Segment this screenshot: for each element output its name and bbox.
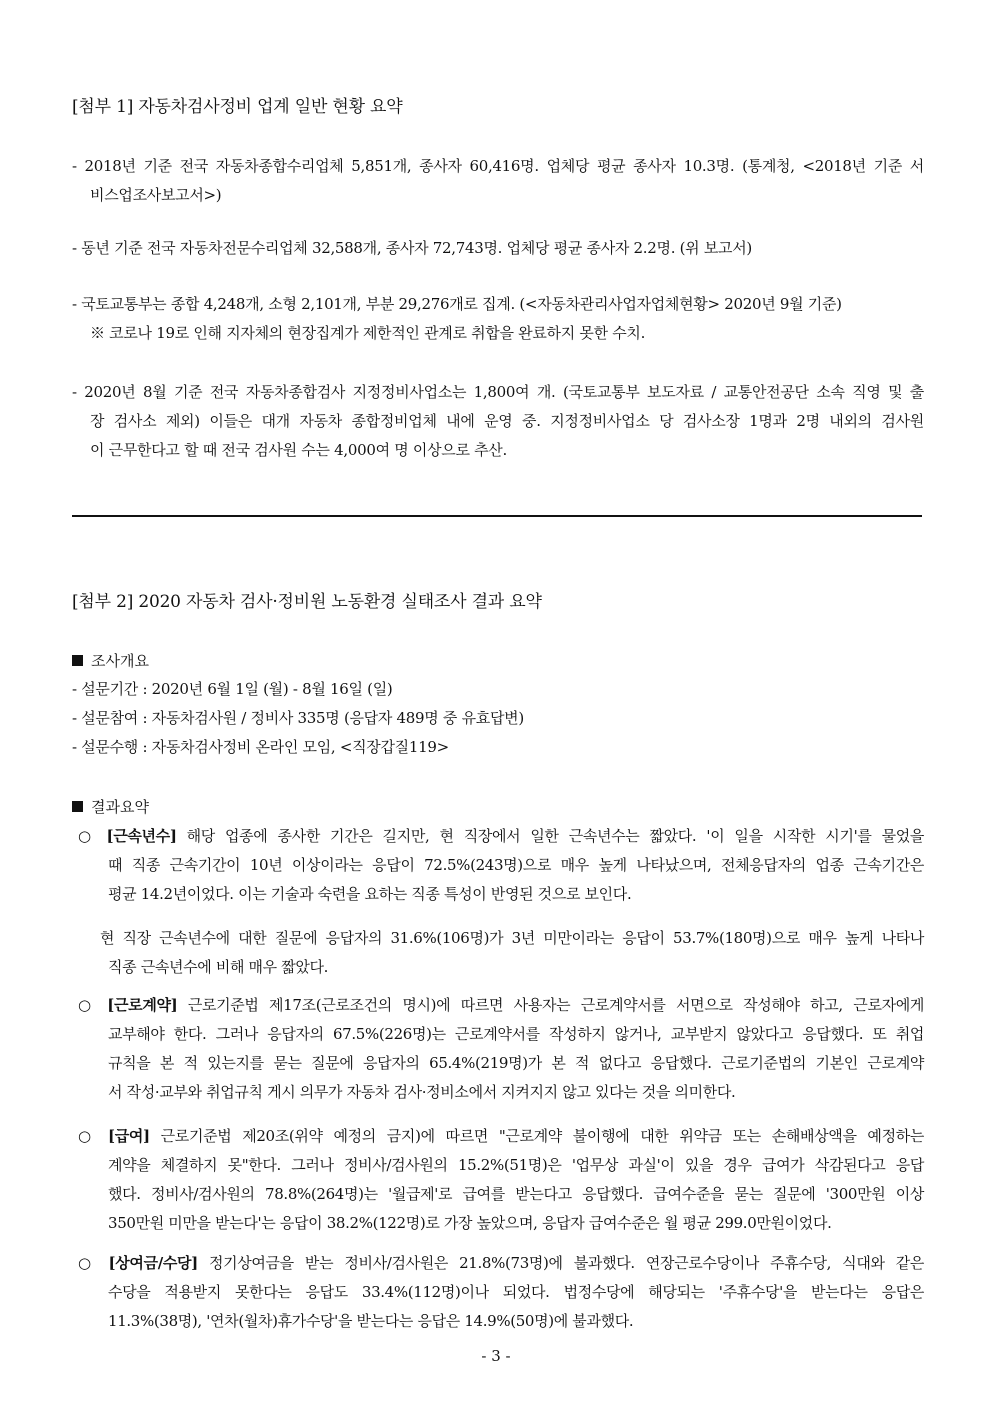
attachment-2-title: [첨부 2] 2020 자동차 검사·정비원 노동환경 실태조사 결과 요약: [72, 592, 542, 612]
text-line: 수당을 적용받지 못한다는 응답도 33.4%(112명)이나 되었다. 법정수당에 해당되는 '주휴수당'을 받는다는 응답은: [108, 1283, 924, 1301]
result-heading: [72, 796, 149, 817]
page-number: - 3 -: [481, 1347, 511, 1365]
result-tenure: [78, 822, 924, 909]
circle-bullet-icon: ○: [78, 996, 97, 1014]
text-line: 계약을 체결하지 못"한다. 그러나 정비사/검사원의 15.2%(51명)은 '업무상 과실'이 있을 경우 급여가 삭감된다고 응답: [108, 1156, 924, 1174]
overview-item: - 설문참여 : 자동차검사원 / 정비사 335명 (응답자 489명 중 유효답변): [72, 709, 524, 727]
text-line: 때 직종 근속기간이 10년 이상이라는 응답이 72.5%(243명)으로 매우 높게 나타났으며, 전체응답자의 업종 근속기간은: [108, 856, 924, 874]
text-line: - 2018년 기준 전국 자동차종합수리업체 5,851개, 종사자 60,416명. 업체당 평균 종사자 10.3명. (통계청, <2018년 기준 서: [72, 157, 924, 175]
text-line: 직종 근속년수에 비해 매우 짧았다.: [108, 958, 329, 976]
result-tag: [급여]: [108, 1127, 150, 1145]
square-bullet-icon: [72, 801, 83, 812]
overview-item: - 설문수행 : 자동차검사정비 온라인 모임, <직장갑질119>: [72, 738, 449, 756]
result-tag: [근로계약]: [107, 996, 178, 1014]
circle-bullet-icon: ○: [78, 827, 97, 845]
overview-list: [72, 675, 924, 762]
text-line: 규칙을 본 적 있는지를 묻는 질문에 응답자의 65.4%(219명)가 본 적 없다고 응답했다. 근로기준법의 기본인 근로계약: [108, 1054, 924, 1072]
overview-item: - 설문기간 : 2020년 6월 1일 (월) - 8월 16일 (일): [72, 680, 393, 698]
result-bonus: [78, 1249, 924, 1336]
text-line: - 동년 기준 전국 자동차전문수리업체 32,588개, 종사자 72,743명. 업체당 평균 종사자 2.2명. (위 보고서): [72, 239, 752, 257]
result-tag: [상여금/수당]: [108, 1254, 198, 1272]
text-line: - 2020년 8월 기준 전국 자동차종합검사 지정정비사업소는 1,800여 개. (국토교통부 보도자료 / 교통안전공단 소속 직영 및 출: [72, 383, 924, 401]
result-contract: [78, 991, 924, 1107]
text-line: 정기상여금을 받는 정비사/검사원은 21.8%(73명)에 불과했다. 연장근로수당이나 주휴수당, 식대와 같은: [197, 1254, 924, 1272]
att1-bullet-1: [72, 152, 924, 210]
text-line: - 국토교통부는 종합 4,248개, 소형 2,101개, 부분 29,276개로 집계. (<자동차관리사업자업체현황> 2020년 9월 기준): [72, 295, 842, 313]
text-line: 장 검사소 제외) 이들은 대개 자동차 종합정비업체 내에 운영 중. 지정정비사업소 당 검사소장 1명과 2명 내외의 검사원: [90, 412, 924, 430]
square-bullet-icon: [72, 655, 83, 666]
att1-bullet-3: [72, 290, 924, 348]
section-divider: [72, 515, 922, 517]
att1-bullet-4: [72, 378, 924, 465]
text-line: 현 직장 근속년수에 대한 질문에 응답자의 31.6%(106명)가 3년 미만이라는 응답이 53.7%(180명)으로 매우 높게 나타나: [100, 929, 924, 947]
text-line: 평균 14.2년이었다. 이는 기술과 숙련을 요하는 직종 특성이 반영된 것으로 보인다.: [108, 885, 632, 903]
text-line: 근로기준법 제17조(근로조건의 명시)에 따르면 사용자는 근로계약서를 서면으로 작성해야 하고, 근로자에게: [177, 996, 924, 1014]
text-line: 서 작성·교부와 취업규칙 게시 의무가 자동차 검사·정비소에서 지켜지지 않고 있다는 것을 의미한다.: [108, 1083, 736, 1101]
overview-heading-label: 조사개요: [91, 652, 149, 670]
text-line: 해당 업종에 종사한 기간은 길지만, 현 직장에서 일한 근속년수는 짧았다. '이 일을 시작한 시기'를 물었을: [176, 827, 924, 845]
result-tenure-2: [78, 924, 924, 982]
overview-heading: [72, 650, 149, 671]
circle-bullet-icon: ○: [78, 1127, 98, 1145]
circle-bullet-icon: ○: [78, 1254, 98, 1272]
result-heading-label: 결과요약: [91, 798, 149, 816]
result-wage: [78, 1122, 924, 1238]
att1-bullet-2: [72, 234, 924, 263]
text-line: 350만원 미만을 받는다'는 응답이 38.2%(122명)로 가장 높았으며, 응답자 급여수준은 월 평균 299.0만원이었다.: [108, 1214, 832, 1232]
text-line: 했다. 정비사/검사원의 78.8%(264명)는 '월급제'로 급여를 받는다고 응답했다. 급여수준을 묻는 질문에 '300만원 이상: [108, 1185, 924, 1203]
text-line: 비스업조사보고서>): [90, 186, 222, 204]
text-line: 이 근무한다고 할 때 전국 검사원 수는 4,000여 명 이상으로 추산.: [90, 441, 507, 459]
attachment-1-title: [첨부 1] 자동차검사정비 업계 일반 현황 요약: [72, 97, 403, 117]
text-line: 근로기준법 제20조(위약 예정의 금지)에 따르면 "근로계약 불이행에 대한 위약금 또는 손해배상액을 예정하는: [149, 1127, 924, 1145]
text-line: 교부해야 한다. 그러나 응답자의 67.5%(226명)는 근로계약서를 작성하지 않거나, 교부받지 않았다고 응답했다. 또 취업: [108, 1025, 924, 1043]
text-line: ※ 코로나 19로 인해 지자체의 현장집계가 제한적인 관계로 취합을 완료하지 못한 수치.: [90, 324, 646, 342]
text-line: 11.3%(38명), '연차(월차)휴가수당'을 받는다는 응답은 14.9%(50명)에 불과했다.: [108, 1312, 634, 1330]
result-tag: [근속년수]: [106, 827, 177, 845]
